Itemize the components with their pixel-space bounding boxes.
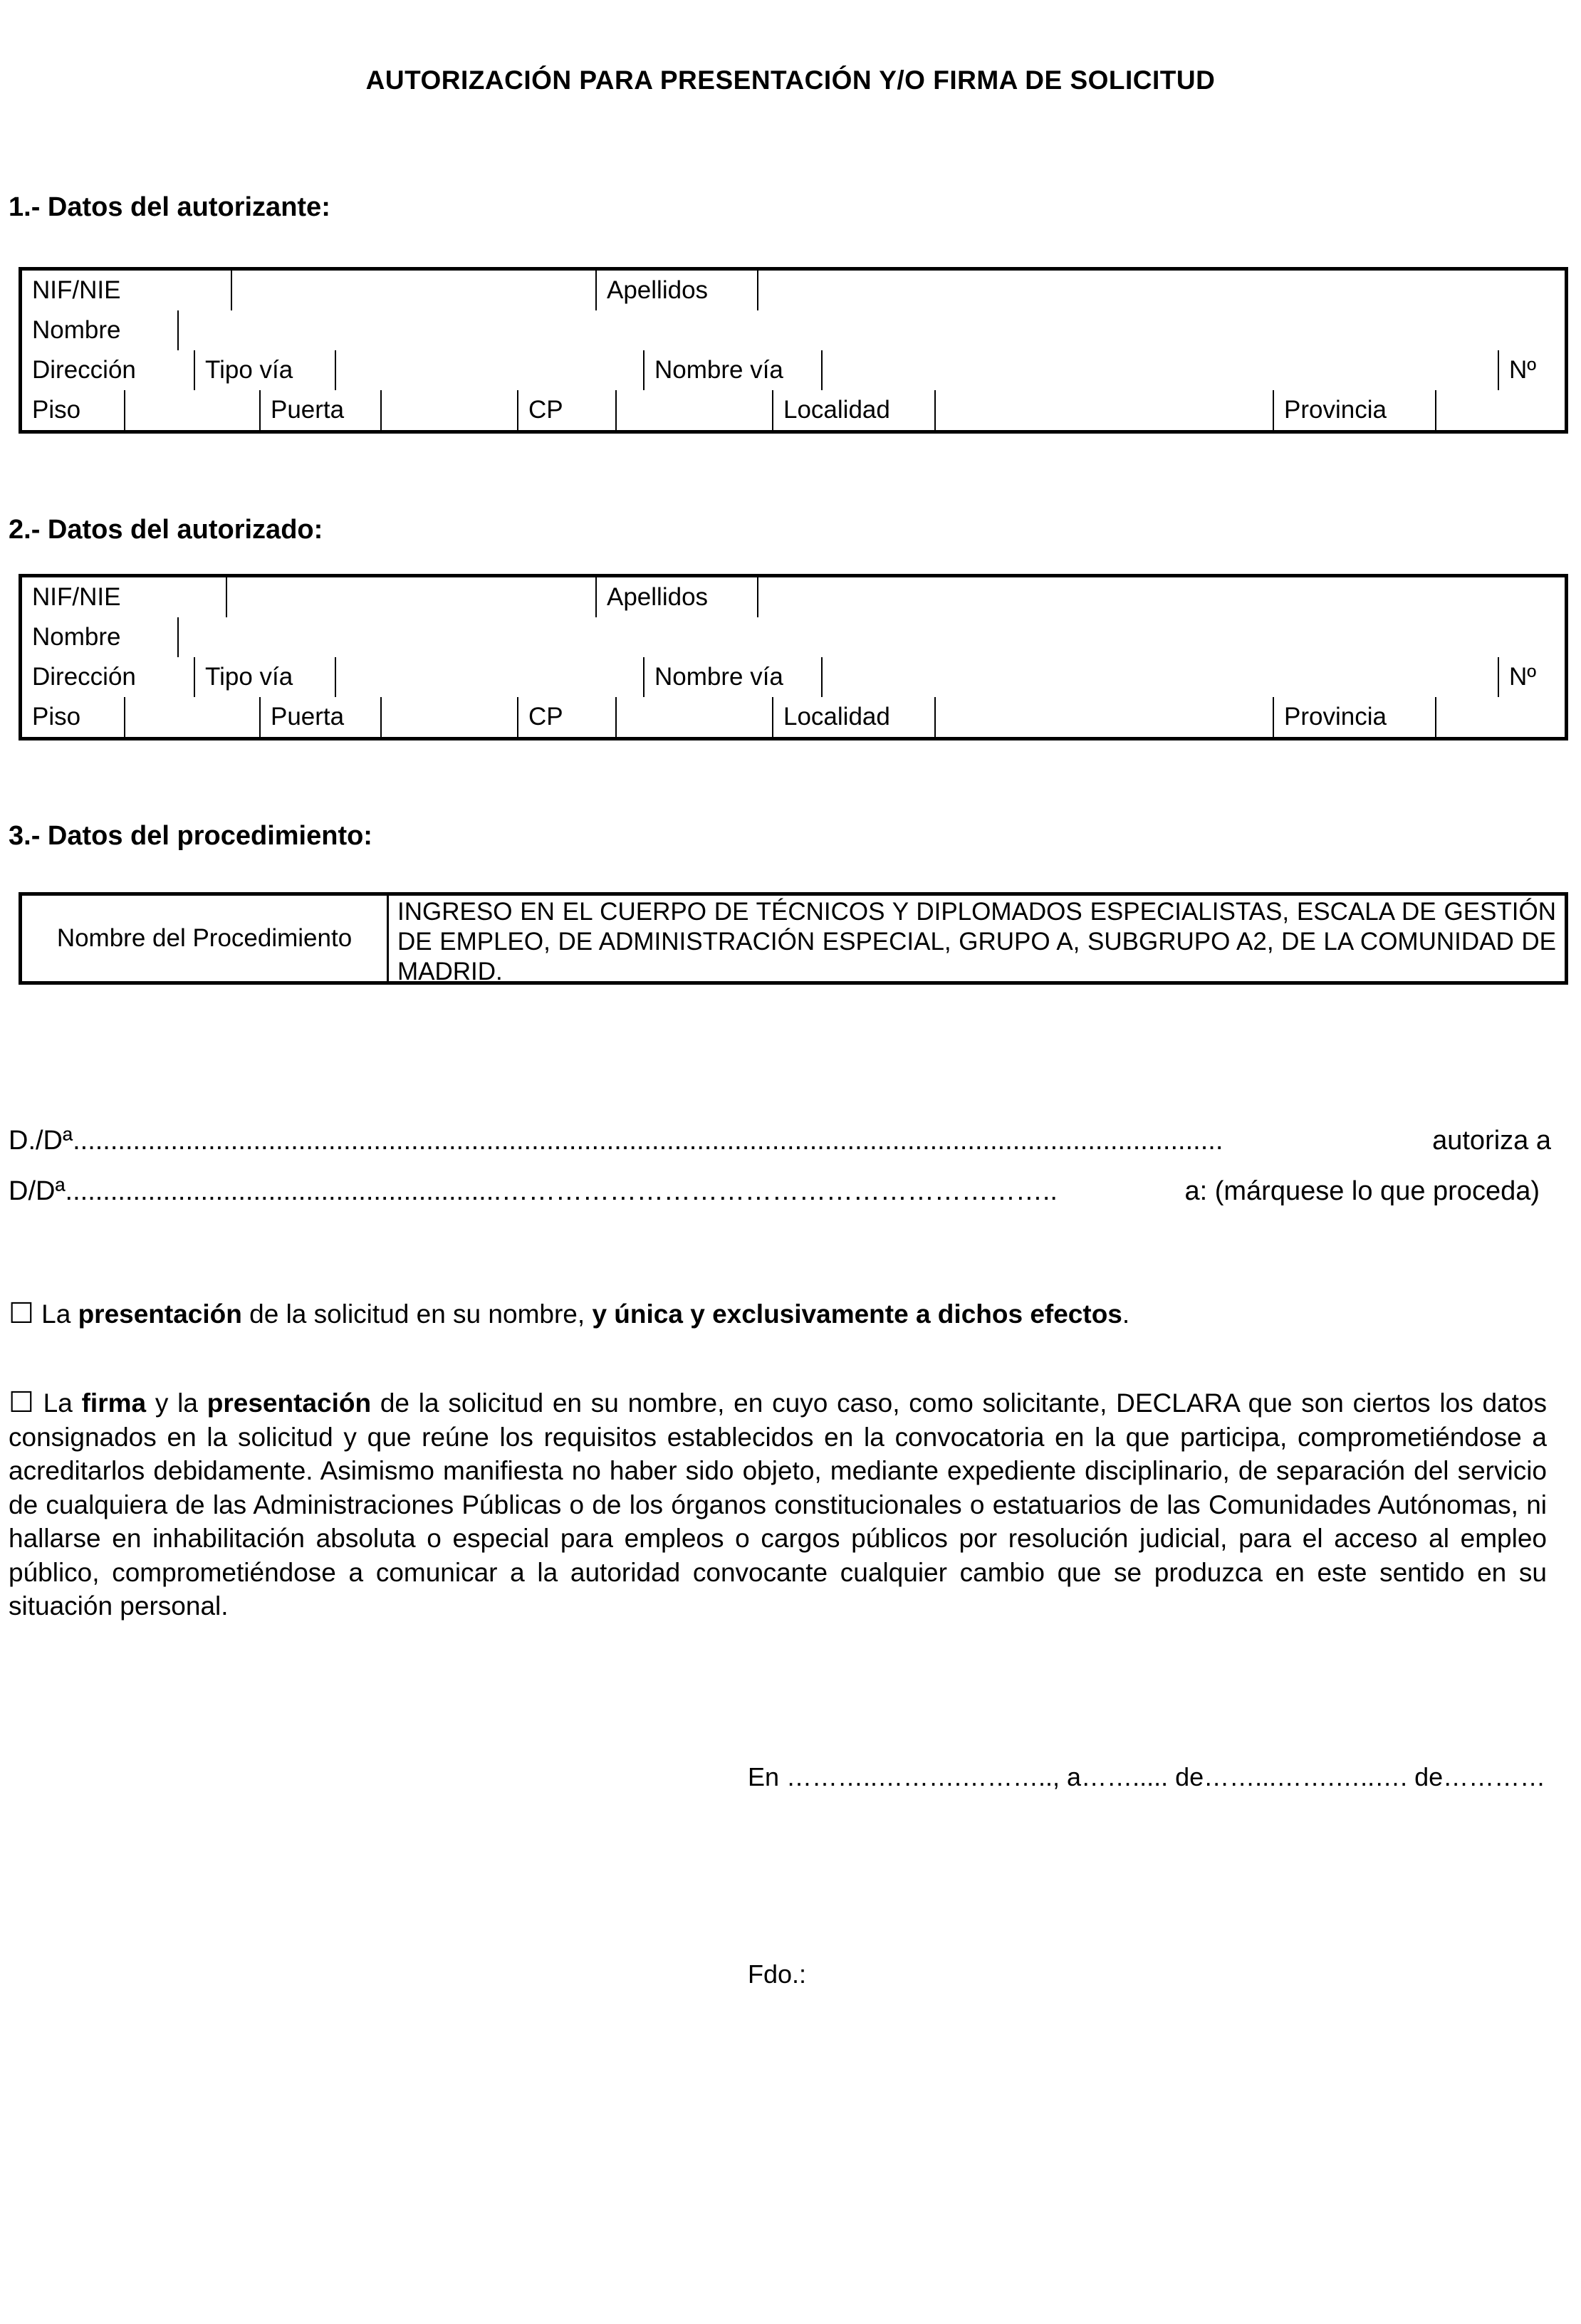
apellidos-field[interactable]	[758, 271, 1565, 310]
localidad-field[interactable]	[935, 697, 1273, 737]
line2-prefix: D/Dª	[9, 1176, 66, 1206]
nombre-via-field[interactable]	[822, 350, 1498, 390]
provincia-label: Provincia	[1273, 390, 1436, 430]
option2-bold-2: presentación	[207, 1388, 372, 1418]
localidad-label: Localidad	[773, 390, 935, 430]
puerta-field[interactable]	[381, 697, 518, 737]
section-heading-autorizado: 2.- Datos del autorizado:	[9, 515, 323, 545]
provincia-label: Provincia	[1273, 697, 1436, 737]
option-presentacion	[9, 1297, 1547, 1331]
nombre-field[interactable]	[178, 617, 1565, 657]
section-heading-autorizante: 1.- Datos del autorizante:	[9, 192, 330, 222]
nif-field[interactable]	[226, 577, 596, 617]
provincia-field[interactable]	[1436, 697, 1565, 737]
place-date-line[interactable]: En ………..……….……….., a……..... de……...…….…..…. de…………	[748, 1762, 1546, 1791]
piso-label: Piso	[22, 697, 125, 737]
line1-suffix: autoriza a	[1432, 1126, 1551, 1156]
autorizante-table	[19, 267, 1568, 434]
option1-text-2: de la solicitud en su nombre,	[241, 1299, 593, 1329]
nombre-via-label: Nombre vía	[644, 657, 822, 697]
provincia-field[interactable]	[1436, 390, 1565, 430]
signature-label: Fdo.:	[748, 1959, 807, 1989]
numero-label: Nº	[1498, 657, 1567, 697]
checkbox-presentacion[interactable]: ☐	[9, 1298, 34, 1329]
tipo-via-label: Tipo vía	[194, 657, 335, 697]
puerta-label: Puerta	[260, 697, 381, 737]
nif-label: NIF/NIE	[22, 271, 231, 310]
nombre-via-field[interactable]	[822, 657, 1498, 697]
nif-field[interactable]	[231, 271, 596, 310]
cp-field[interactable]	[616, 697, 773, 737]
puerta-field[interactable]	[381, 390, 518, 430]
cp-field[interactable]	[616, 390, 773, 430]
localidad-field[interactable]	[935, 390, 1273, 430]
tipo-via-field[interactable]	[335, 657, 644, 697]
direccion-label: Dirección	[22, 350, 194, 390]
apellidos-label: Apellidos	[596, 577, 758, 617]
tipo-via-label: Tipo vía	[194, 350, 335, 390]
option2-text-3: de la solicitud en su nombre, en cuyo caso, como solicitante, DECLARA que son ciertos los datos consignados en la solicitud y que reúne los requisitos establecidos en la convocatoria en la que participa, comprometiéndose a acreditarlos debidamente. Asimismo manifiesta no haber sido objeto, mediante expediente disciplinario, de separación del servicio de cualquiera de las Administraciones Públicas o de los órganos constitucionales o estatuarios de las Comunidades Autónomas, ni hallarse en inhabilitación absoluta o especial para empleos o cargos públicos por resolución judicial, para el acceso al empleo público, comprometiéndose a comunicar a la autoridad convocante cualquier cambio que se produzca en este sentido en su situación personal.	[9, 1388, 1548, 1621]
puerta-label: Puerta	[260, 390, 381, 430]
option1-bold-1: presentación	[78, 1299, 242, 1329]
direccion-label: Dirección	[22, 657, 194, 697]
option1-text-1: La	[41, 1299, 78, 1329]
line1-prefix: D./Dª	[9, 1126, 73, 1156]
section-heading-procedimiento: 3.- Datos del procedimiento:	[9, 821, 372, 851]
line1-dots[interactable]: .........................................................................................................................................................	[73, 1126, 1223, 1156]
piso-field[interactable]	[125, 390, 260, 430]
procedure-label: Nombre del Procedimiento	[22, 896, 389, 981]
nombre-label: Nombre	[22, 310, 178, 350]
option2-text-1: La	[43, 1388, 82, 1418]
tipo-via-field[interactable]	[335, 350, 644, 390]
procedure-value: INGRESO EN EL CUERPO DE TÉCNICOS Y DIPLOMADOS ESPECIALISTAS, ESCALA DE GESTIÓN DE EMPLEO, DE ADMINISTRACIÓN ESPECIAL, GRUPO A, SUBGRUPO A2, DE LA COMUNIDAD DE MADRID.	[397, 898, 1556, 985]
nombre-label: Nombre	[22, 617, 178, 657]
line2-suffix: a: (márquese lo que proceda)	[1184, 1176, 1540, 1206]
line2-dots[interactable]: ..........................................................……………………………………………………..	[65, 1176, 1058, 1206]
nombre-via-label: Nombre vía	[644, 350, 822, 390]
option2-bold-1: firma	[81, 1388, 147, 1418]
localidad-label: Localidad	[773, 697, 935, 737]
autorizado-table	[19, 574, 1568, 740]
apellidos-field[interactable]	[758, 577, 1565, 617]
procedure-box	[19, 892, 1568, 985]
piso-field[interactable]	[125, 697, 260, 737]
option-firma-presentacion	[9, 1386, 1547, 1623]
option2-text-2: y la	[146, 1388, 207, 1418]
numero-label: Nº	[1498, 350, 1567, 390]
authorization-line-1	[9, 1126, 1551, 1156]
nif-label: NIF/NIE	[22, 577, 226, 617]
cp-label: CP	[518, 697, 616, 737]
authorization-line-2	[9, 1176, 1540, 1207]
option1-bold-2: y única y exclusivamente a dichos efectos	[592, 1299, 1122, 1329]
apellidos-label: Apellidos	[596, 271, 758, 310]
page-title: AUTORIZACIÓN PARA PRESENTACIÓN Y/O FIRMA DE SOLICITUD	[365, 66, 1216, 95]
piso-label: Piso	[22, 390, 125, 430]
cp-label: CP	[518, 390, 616, 430]
checkbox-firma-presentacion[interactable]: ☐	[9, 1387, 34, 1418]
nombre-field[interactable]	[178, 310, 1565, 350]
option1-text-3: .	[1122, 1299, 1130, 1329]
